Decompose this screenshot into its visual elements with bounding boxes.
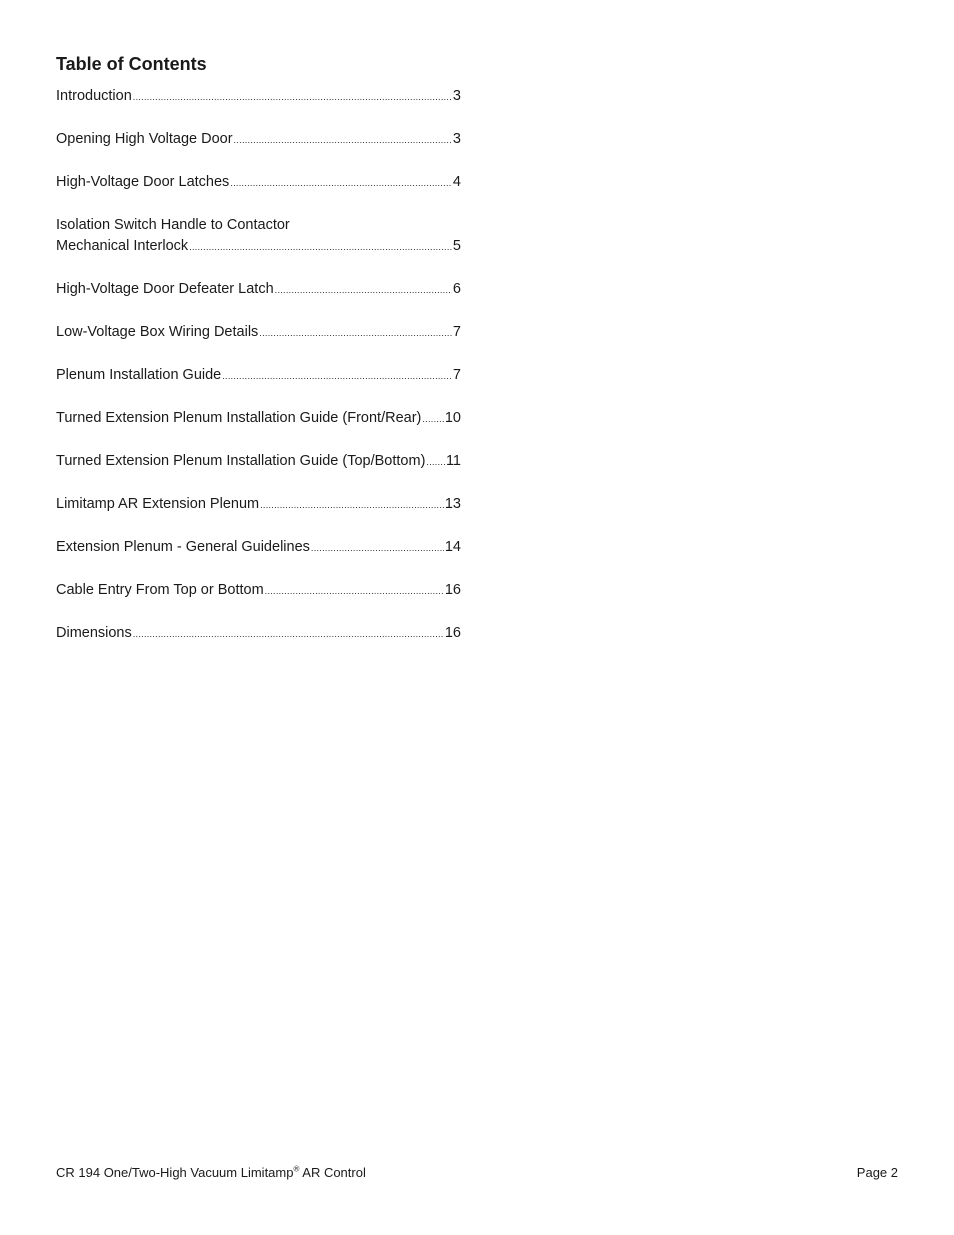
toc-entry-row bbox=[56, 172, 461, 194]
toc-entry-title: Limitamp AR Extension Plenum bbox=[56, 496, 260, 512]
toc-entry-page-number: 16 bbox=[444, 582, 461, 598]
toc-entry-row bbox=[56, 580, 461, 602]
toc-entry-title: Opening High Voltage Door bbox=[56, 131, 233, 147]
toc-entry-page-number: 16 bbox=[444, 625, 461, 641]
toc-dot-leader bbox=[422, 409, 443, 430]
toc-dot-leader bbox=[133, 87, 452, 108]
toc-entry-title: Plenum Installation Guide bbox=[56, 367, 222, 383]
footer-title-text: CR 194 One/Two-High Vacuum Limitamp bbox=[56, 1165, 294, 1180]
toc-entry[interactable] bbox=[56, 365, 461, 387]
toc-entry-row bbox=[56, 408, 461, 430]
toc-entry-title: Turned Extension Plenum Installation Guide (Top/Bottom) bbox=[56, 453, 426, 469]
toc-dot-leader bbox=[230, 173, 452, 194]
toc-entry[interactable] bbox=[56, 408, 461, 430]
toc-entry-row bbox=[56, 279, 461, 301]
toc-entry[interactable] bbox=[56, 537, 461, 559]
toc-dot-leader bbox=[222, 366, 452, 387]
toc-dot-leader bbox=[234, 130, 452, 151]
toc-entry-title: Turned Extension Plenum Installation Guide (Front/Rear) bbox=[56, 410, 422, 426]
toc-entry-row bbox=[56, 86, 461, 108]
toc-entry[interactable] bbox=[56, 172, 461, 194]
toc-dot-leader bbox=[311, 538, 444, 559]
toc-entry[interactable] bbox=[56, 494, 461, 516]
toc-entry[interactable] bbox=[56, 580, 461, 602]
toc-entry-row bbox=[56, 537, 461, 559]
toc-entry-title: Dimensions bbox=[56, 625, 132, 641]
toc-entry-title: High-Voltage Door Latches bbox=[56, 174, 230, 190]
toc-dot-leader bbox=[426, 452, 445, 473]
toc-entry-page-number: 7 bbox=[452, 367, 461, 383]
toc-entry-page-number: 10 bbox=[444, 410, 461, 426]
toc-list bbox=[56, 86, 461, 666]
footer-title-suffix: AR Control bbox=[299, 1165, 366, 1180]
toc-entry-row bbox=[56, 322, 461, 344]
toc-entry-row bbox=[56, 129, 461, 151]
toc-entry-page-number: 14 bbox=[444, 539, 461, 555]
toc-entry-title-line: Isolation Switch Handle to Contactor bbox=[56, 217, 290, 233]
toc-entry-row bbox=[56, 236, 461, 258]
toc-dot-leader bbox=[133, 624, 444, 645]
toc-entry-title: Mechanical Interlock bbox=[56, 238, 189, 254]
toc-entry[interactable] bbox=[56, 129, 461, 151]
toc-entry[interactable] bbox=[56, 322, 461, 344]
toc-entry[interactable] bbox=[56, 279, 461, 301]
toc-entry-row bbox=[56, 451, 461, 473]
toc-entry[interactable] bbox=[56, 86, 461, 108]
toc-entry-page-number: 5 bbox=[452, 238, 461, 254]
toc-entry-page-number: 6 bbox=[452, 281, 461, 297]
footer-document-title bbox=[56, 1164, 366, 1182]
toc-dot-leader bbox=[260, 495, 444, 516]
toc-entry-page-number: 7 bbox=[452, 324, 461, 340]
toc-entry[interactable] bbox=[56, 623, 461, 645]
toc-entry-page-number: 11 bbox=[445, 453, 461, 469]
toc-entry-page-number: 13 bbox=[444, 496, 461, 512]
toc-entry-row bbox=[56, 623, 461, 645]
toc-dot-leader bbox=[275, 280, 452, 301]
footer-page-number: Page 2 bbox=[856, 1165, 898, 1180]
toc-entry-title: High-Voltage Door Defeater Latch bbox=[56, 281, 274, 297]
toc-entry-title: Low-Voltage Box Wiring Details bbox=[56, 324, 259, 340]
toc-entry-title: Cable Entry From Top or Bottom bbox=[56, 582, 264, 598]
toc-entry-title: Extension Plenum - General Guidelines bbox=[56, 539, 310, 555]
toc-entry[interactable] bbox=[56, 215, 461, 258]
toc-dot-leader bbox=[259, 323, 452, 344]
toc-entry-page-number: 3 bbox=[452, 88, 461, 104]
toc-entry-page-number: 4 bbox=[452, 174, 461, 190]
toc-dot-leader bbox=[189, 237, 452, 258]
toc-entry-page-number: 3 bbox=[452, 131, 461, 147]
toc-entry-title: Introduction bbox=[56, 88, 132, 104]
toc-title: Table of Contents bbox=[56, 54, 207, 74]
toc-entry[interactable] bbox=[56, 451, 461, 473]
toc-entry-row bbox=[56, 494, 461, 516]
toc-entry-row bbox=[56, 365, 461, 387]
toc-dot-leader bbox=[265, 581, 444, 602]
registered-mark: ® bbox=[293, 1164, 300, 1174]
